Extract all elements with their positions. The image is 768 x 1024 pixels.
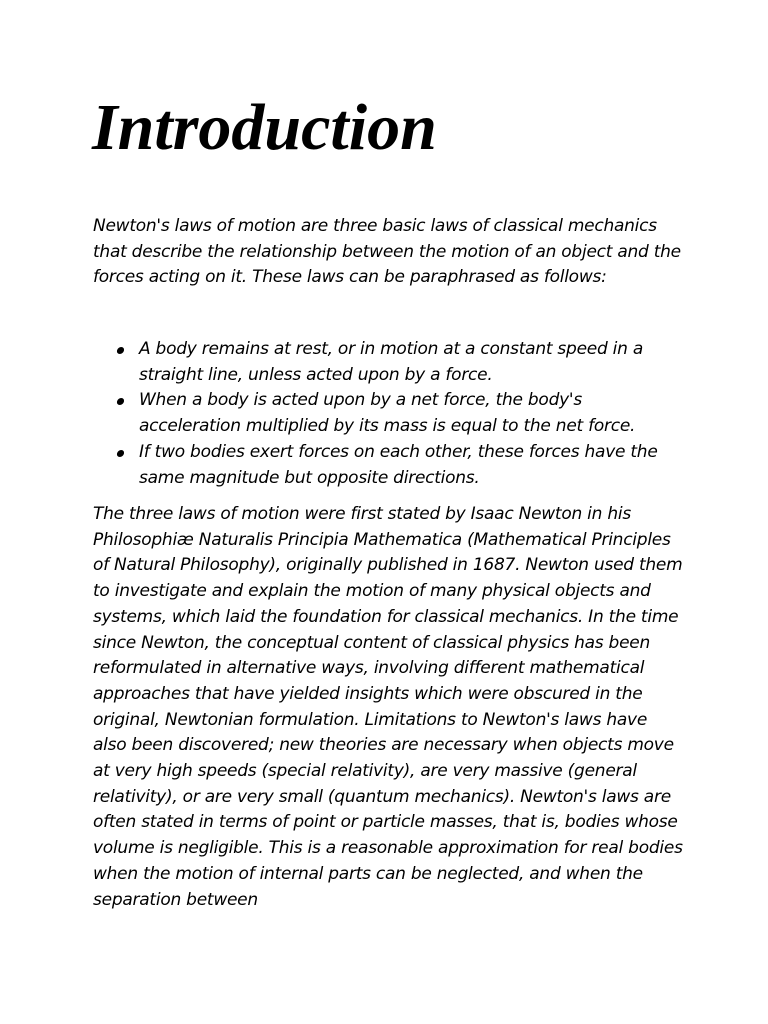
body-paragraph: The three laws of motion were first stated by Isaac Newton in his Philosophiæ Naturalis Principia Mathematica (Mathematical Principles of Natural Philosophy), originally published in 1687. Newton used them to investigate and explain the motion of many physical objects and systems, which laid the foundation for classical mechanics. In the time since Newton, the conceptual content of classical physics has been reformulated in alternative ways, involving different mathematical approaches that have yielded insights which were obscured in the original, Newtonian formulation. Limitations to Newton's laws have also been discovered; new theories are necessary when objects move at very high speeds (special relativity), are very massive (general relativity), or are very small (quantum mechanics). Newton's laws are often stated in terms of point or particle masses, that is, bodies whose volume is negligible. This is a reasonable approximation for real bodies when the motion of internal parts can be neglected, and when the separation between — [93, 504, 683, 910]
bullet-item-third-law — [93, 440, 685, 491]
bullet-item-second-law — [93, 388, 685, 439]
bullet-text: When a body is acted upon by a net force, the body's acceleration multiplied by its mass is equal to the net force. — [139, 390, 636, 437]
bullet-dot-icon — [116, 398, 124, 405]
bullet-text: A body remains at rest, or in motion at a constant speed in a straight line, unless acted upon by a force. — [139, 339, 643, 385]
page-heading: Introduction — [92, 91, 437, 164]
bullet-item-first-law — [93, 337, 685, 388]
bullet-dot-icon — [116, 347, 124, 354]
bullet-dot-icon — [116, 450, 124, 457]
bullet-text: If two bodies exert forces on each other, these forces have the same magnitude but opposite directions. — [139, 441, 658, 488]
laws-bullet-list — [93, 337, 685, 491]
intro-paragraph: Newton's laws of motion are three basic laws of classical mechanics that describe the relationship between the motion of an object and the forces acting on it. These laws can be paraphrased as follows: — [93, 216, 681, 288]
